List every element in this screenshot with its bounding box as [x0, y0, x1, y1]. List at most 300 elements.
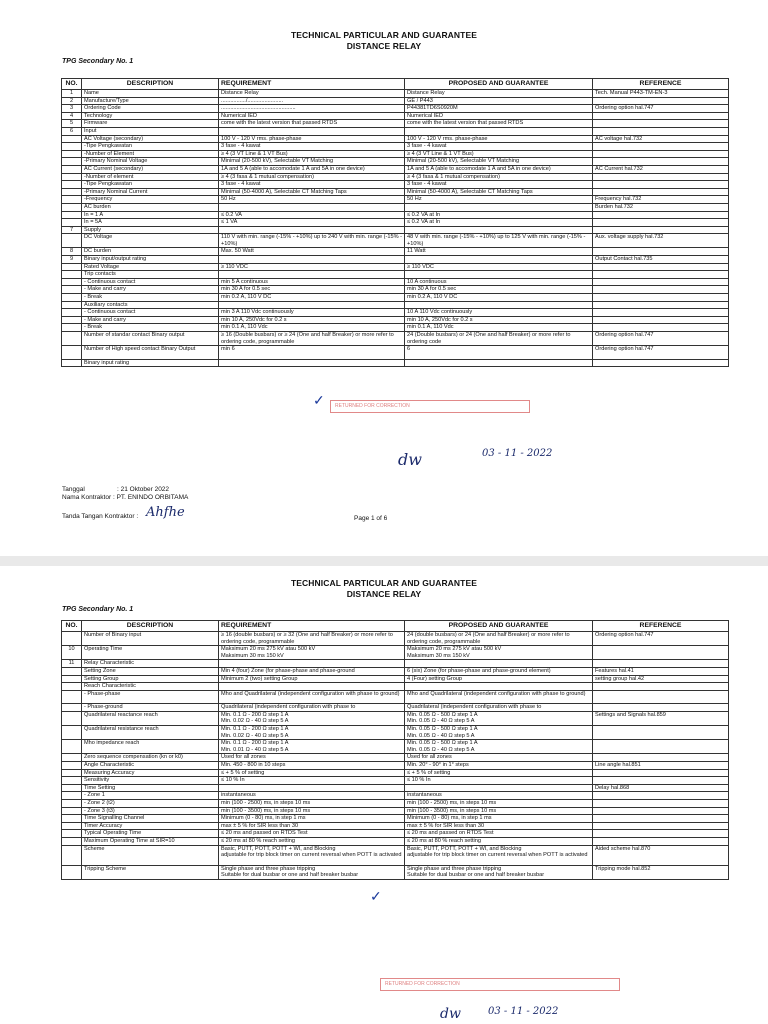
row-requirement: min 30 A for 0.5 sec: [219, 286, 405, 294]
row-reference: Ordering option hal.747: [593, 105, 729, 113]
checkmark-icon: ✓: [370, 888, 382, 904]
row-proposed: [405, 271, 593, 279]
table-row: [62, 784, 729, 792]
table-row: [62, 226, 729, 234]
row-description: Binary input rating: [82, 359, 219, 367]
row-reference: [593, 286, 729, 294]
row-reference: Frequency hal.732: [593, 196, 729, 204]
table-row: [62, 301, 729, 309]
row-number: [62, 188, 82, 196]
row-description: - Phase-phase: [82, 690, 219, 704]
row-requirement: 1A and 5 A (able to accomodate 1 A and 5A in one device): [219, 165, 405, 173]
row-description: Angle Characteristic: [82, 762, 219, 770]
row-description: -Tipe Pengkawatan: [82, 181, 219, 189]
table-row: [62, 150, 729, 158]
row-requirement: Max. 50 Watt: [219, 248, 405, 256]
tpg-subtitle: TPG Secondary No. 1: [62, 606, 134, 613]
row-number: [62, 675, 82, 683]
row-reference: [593, 837, 729, 845]
row-proposed: [405, 660, 593, 668]
row-number: [62, 196, 82, 204]
row-description: -Tipe Pengkawatan: [82, 143, 219, 151]
row-number: [62, 690, 82, 704]
table-row: [62, 158, 729, 166]
row-reference: [593, 754, 729, 762]
row-requirement: ................/.......................: [219, 97, 405, 105]
row-reference: [593, 173, 729, 181]
row-number: [62, 181, 82, 189]
table-row: [62, 667, 729, 675]
row-description: Scheme: [82, 845, 219, 865]
row-number: [62, 203, 82, 211]
row-reference: [593, 226, 729, 234]
row-number: 3: [62, 105, 82, 113]
row-requirement: [219, 683, 405, 691]
table-row: [62, 219, 729, 227]
row-reference: Delay hal.868: [593, 784, 729, 792]
row-description: AC Current (secondary): [82, 165, 219, 173]
row-reference: [593, 815, 729, 823]
row-proposed: [405, 127, 593, 135]
row-number: [62, 769, 82, 777]
table-row: [62, 196, 729, 204]
correction-stamp: RETURNED FOR CORRECTION: [380, 978, 620, 991]
row-number: [62, 837, 82, 845]
row-proposed: Distance Relay: [405, 90, 593, 98]
row-reference: [593, 830, 729, 838]
contractor-signature: Ahfhe: [146, 505, 185, 520]
table-row: [62, 278, 729, 286]
row-reference: Settings and Signals hal.859: [593, 711, 729, 725]
table-row: [62, 632, 729, 646]
row-description: Binary input/output rating: [82, 256, 219, 264]
row-requirement: ................................................: [219, 105, 405, 113]
row-number: [62, 165, 82, 173]
row-proposed: 24 (Double busbars) or 24 (One and half Breaker) or more refer to ordering code: [405, 332, 593, 346]
row-reference: [593, 777, 729, 785]
row-requirement: Min. 0.1 Ω - 200 Ω step 1 A Min. 0.01 Ω - 40 Ω step 5 A: [219, 740, 405, 754]
row-number: 1: [62, 90, 82, 98]
row-description: -Frequency: [82, 196, 219, 204]
row-description: Number of High speed contact Binary Output: [82, 346, 219, 360]
row-reference: [593, 792, 729, 800]
page-title: TECHNICAL PARTICULAR AND GUARANTEE DISTANCE RELAY: [291, 578, 477, 599]
row-proposed: [405, 256, 593, 264]
row-reference: [593, 324, 729, 332]
table-row: [62, 675, 729, 683]
row-requirement: min (100 - 2500) ms, in steps 10 ms: [219, 799, 405, 807]
row-reference: [593, 301, 729, 309]
row-description: Relay Characteristic: [82, 660, 219, 668]
row-reference: [593, 769, 729, 777]
row-description: Ordering Code: [82, 105, 219, 113]
row-reference: [593, 248, 729, 256]
row-requirement: min 0.1 A, 110 Vdc: [219, 324, 405, 332]
row-description: Number of Binary input: [82, 632, 219, 646]
row-description: AC burden: [82, 203, 219, 211]
row-requirement: [219, 660, 405, 668]
row-requirement: [219, 271, 405, 279]
row-number: [62, 263, 82, 271]
row-reference: Output Contact hal.735: [593, 256, 729, 264]
row-number: [62, 316, 82, 324]
row-reference: Ordering option hal.747: [593, 632, 729, 646]
row-requirement: Min. 0.1 Ω - 200 Ω step 1 A Min. 0.02 Ω - 40 Ω step 5 A: [219, 711, 405, 725]
table-row: [62, 203, 729, 211]
row-description: - Zone 1: [82, 792, 219, 800]
row-description: Number of standar contact Binary output: [82, 332, 219, 346]
table-row: [62, 740, 729, 754]
table-row: [62, 762, 729, 770]
row-requirement: [219, 301, 405, 309]
row-requirement: max ± 5 % for SIR less than 30: [219, 822, 405, 830]
table-row: [62, 248, 729, 256]
row-proposed: 50 Hz: [405, 196, 593, 204]
row-number: [62, 158, 82, 166]
row-description: Setting Group: [82, 675, 219, 683]
row-description: - Make and carry: [82, 316, 219, 324]
row-requirement: 110 V with min. range (-15% - +10%) up to 240 V with min. range (-15% - +10%): [219, 234, 405, 248]
page-title: TECHNICAL PARTICULAR AND GUARANTEE DISTANCE RELAY: [291, 30, 477, 51]
table-row: [62, 711, 729, 725]
row-proposed: 24 (double busbars) or 24 (One and half Breaker) or more refer to ordering code, programmable: [405, 632, 593, 646]
row-proposed: Quadrilateral (independent configuration with phase to: [405, 704, 593, 712]
row-description: Time Setting: [82, 784, 219, 792]
row-proposed: Minimal (50-4000 A), Selectable CT Matching Taps: [405, 188, 593, 196]
row-number: [62, 845, 82, 865]
row-reference: AC Current hal.732: [593, 165, 729, 173]
row-description: Maximum Operating Time at SIR=10: [82, 837, 219, 845]
row-number: [62, 150, 82, 158]
table-body: [62, 90, 729, 367]
row-description: -Number of Element: [82, 150, 219, 158]
row-proposed: Numerical IED: [405, 112, 593, 120]
row-reference: Tripping mode hal.852: [593, 865, 729, 879]
table-row: [62, 754, 729, 762]
row-requirement: min 6: [219, 346, 405, 360]
row-reference: setting group hal.42: [593, 675, 729, 683]
table-row: [62, 309, 729, 317]
row-description: Auxiliary contacts: [82, 301, 219, 309]
row-number: [62, 211, 82, 219]
row-number: [62, 777, 82, 785]
table-row: [62, 822, 729, 830]
row-reference: Line angle hal.851: [593, 762, 729, 770]
document-page-2: [0, 566, 768, 1024]
row-requirement: come with the latest version that passed RTDS: [219, 120, 405, 128]
row-requirement: ≥ 16 (Double busbars) or ≥ 24 (One and half Breaker) or more refer to ordering code, programmable: [219, 332, 405, 346]
row-reference: AC voltage hal.732: [593, 135, 729, 143]
row-requirement: Minimum 2 (two) setting Group: [219, 675, 405, 683]
row-requirement: instantaneous: [219, 792, 405, 800]
row-requirement: Quadrilateral (independent configuration with phase to: [219, 704, 405, 712]
row-requirement: ≤ 0.2 VA: [219, 211, 405, 219]
row-requirement: min 3 A 110 Vdc continuously: [219, 309, 405, 317]
row-description: Reach Characteristic: [82, 683, 219, 691]
table-row: [62, 815, 729, 823]
row-proposed: Min. 20° - 90° in 1° steps: [405, 762, 593, 770]
handwritten-date: 03 - 11 - 2022: [488, 1006, 559, 1017]
row-reference: [593, 683, 729, 691]
row-proposed: Used for all zones: [405, 754, 593, 762]
row-reference: [593, 127, 729, 135]
row-proposed: ≥ 4 (3 VT Line & 1 VT Bus): [405, 150, 593, 158]
row-number: [62, 173, 82, 181]
row-number: [62, 865, 82, 879]
row-reference: [593, 807, 729, 815]
row-number: [62, 711, 82, 725]
row-number: [62, 704, 82, 712]
row-number: [62, 332, 82, 346]
row-number: 11: [62, 660, 82, 668]
table-row: [62, 112, 729, 120]
row-requirement: 50 Hz: [219, 196, 405, 204]
row-number: 4: [62, 112, 82, 120]
row-requirement: [219, 784, 405, 792]
row-description: Time Signalling Channel: [82, 815, 219, 823]
row-description: Sensitivity: [82, 777, 219, 785]
table-row: [62, 683, 729, 691]
row-reference: [593, 646, 729, 660]
row-reference: [593, 660, 729, 668]
contractor-field: Nama Kontraktor : PT. ENINDO ORBITAMA: [62, 494, 189, 501]
row-requirement: Maksimum 20 ms 275 kV atau 500 kV Maksimum 30 ms 150 kV: [219, 646, 405, 660]
row-reference: [593, 188, 729, 196]
row-number: 5: [62, 120, 82, 128]
row-requirement: ≤ + 5 % of setting: [219, 769, 405, 777]
row-proposed: [405, 359, 593, 367]
row-proposed: GE / P443: [405, 97, 593, 105]
row-description: - Break: [82, 294, 219, 302]
correction-stamp: RETURNED FOR CORRECTION: [330, 400, 530, 413]
table-row: [62, 332, 729, 346]
table-row: [62, 127, 729, 135]
row-number: [62, 301, 82, 309]
row-proposed: instantaneous: [405, 792, 593, 800]
table-row: [62, 188, 729, 196]
signature-field: Tanda Tangan Kontraktor :: [62, 513, 139, 520]
row-description: Input: [82, 127, 219, 135]
row-description: - Make and carry: [82, 286, 219, 294]
row-requirement: Basic, PUTT, POTT, POTT + WI, and Blocking adjustable for trip block timer on current reversal when POTT is activated: [219, 845, 405, 865]
row-requirement: ≥ 4 (3 VT Line & 1 VT Bus): [219, 150, 405, 158]
row-requirement: ≤ 20 ms and passed on RTDS Test: [219, 830, 405, 838]
row-requirement: min 0.2 A, 110 V DC: [219, 294, 405, 302]
table-row: [62, 777, 729, 785]
row-description: Rated Voltage: [82, 263, 219, 271]
row-requirement: min 10 A, 250Vdc for 0.2 s: [219, 316, 405, 324]
table-row: [62, 837, 729, 845]
row-number: [62, 143, 82, 151]
row-reference: Aux. voltage supply hal.732: [593, 234, 729, 248]
table-row: [62, 792, 729, 800]
spec-table-page-1: [61, 78, 729, 367]
row-proposed: max ± 5 % for SIR less than 30: [405, 822, 593, 830]
table-row: [62, 704, 729, 712]
row-requirement: 100 V - 120 V rms. phase-phase: [219, 135, 405, 143]
row-description: Timer Accuracy: [82, 822, 219, 830]
row-proposed: P44381TD6S0920M: [405, 105, 593, 113]
table-row: [62, 807, 729, 815]
row-requirement: ≥ 110 VDC: [219, 263, 405, 271]
table-row: [62, 286, 729, 294]
row-requirement: Single phase and three phase tripping Suitable for dual busbar or one and half breaker busbar: [219, 865, 405, 879]
row-reference: [593, 316, 729, 324]
table-row: [62, 316, 729, 324]
row-description: -Primary Nominal Voltage: [82, 158, 219, 166]
row-proposed: 6 (six) Zone (for phase-phase and phase-ground element): [405, 667, 593, 675]
row-proposed: [405, 301, 593, 309]
row-description: Quadrilateral reactance reach: [82, 711, 219, 725]
row-reference: Ordering option hal.747: [593, 332, 729, 346]
row-requirement: Minimal (50-4000 A), Selectable CT Matching Taps: [219, 188, 405, 196]
table-row: [62, 646, 729, 660]
row-reference: [593, 112, 729, 120]
row-description: Trip contacts: [82, 271, 219, 279]
date-field: Tanggal : 21 Oktober 2022: [62, 486, 170, 493]
row-proposed: Maksimum 20 ms 275 kV atau 500 kV Maksimum 30 ms 150 kV: [405, 646, 593, 660]
row-number: [62, 271, 82, 279]
row-proposed: min 0.1 A, 110 Vdc: [405, 324, 593, 332]
row-reference: [593, 181, 729, 189]
row-reference: [593, 120, 729, 128]
row-proposed: min 0.2 A, 110 V DC: [405, 294, 593, 302]
row-reference: [593, 158, 729, 166]
row-proposed: min 30 A for 0.5 sec: [405, 286, 593, 294]
row-description: -Number of element: [82, 173, 219, 181]
row-proposed: min (100 - 2500) ms, in steps 10 ms: [405, 799, 593, 807]
row-reference: [593, 219, 729, 227]
handwritten-date: 03 - 11 - 2022: [482, 448, 553, 459]
row-proposed: come with the latest version that passed RTDS: [405, 120, 593, 128]
row-requirement: [219, 127, 405, 135]
row-number: 8: [62, 248, 82, 256]
row-description: - Continuous contact: [82, 309, 219, 317]
row-proposed: ≥ 110 VDC: [405, 263, 593, 271]
row-requirement: [219, 226, 405, 234]
row-proposed: 3 fase - 4 kawat: [405, 143, 593, 151]
reviewer-signature: dw: [440, 1006, 461, 1022]
row-description: Quadrilateral resistance reach: [82, 726, 219, 740]
table-row: [62, 324, 729, 332]
row-requirement: Minimal (20-500 kV), Selectable VT Matching: [219, 158, 405, 166]
row-number: 10: [62, 646, 82, 660]
table-row: [62, 120, 729, 128]
row-description: - Continuous contact: [82, 278, 219, 286]
row-proposed: 1A and 5 A (able to accomodate 1 A and 5A in one device): [405, 165, 593, 173]
row-number: [62, 234, 82, 248]
row-number: [62, 792, 82, 800]
table-body: [62, 632, 729, 880]
row-reference: [593, 740, 729, 754]
row-reference: [593, 97, 729, 105]
row-requirement: Min 4 (four) Zone (for phase-phase and phase-ground: [219, 667, 405, 675]
row-proposed: Basic, PUTT, POTT, POTT + WI, and Blocking adjustable for trip block timer on current reversal when POTT is activated: [405, 845, 593, 865]
row-description: AC Voltage (secondary): [82, 135, 219, 143]
reviewer-signature: dw: [398, 450, 422, 469]
table-header: NO. DESCRIPTION REQUIREMENT PROPOSED AND GUARANTEE REFERENCE: [62, 79, 729, 90]
row-description: Mho impedance reach: [82, 740, 219, 754]
row-number: [62, 683, 82, 691]
page-number: Page 1 of 6: [354, 515, 388, 522]
table-row: [62, 769, 729, 777]
row-requirement: Min. 0.1 Ω - 200 Ω step 1 A Min. 0.02 Ω - 40 Ω step 5 A: [219, 726, 405, 740]
row-number: [62, 324, 82, 332]
row-number: [62, 815, 82, 823]
table-row: [62, 346, 729, 360]
spec-table-page-2: [61, 620, 729, 880]
row-number: [62, 740, 82, 754]
row-number: [62, 667, 82, 675]
row-proposed: [405, 784, 593, 792]
row-description: DC Voltage: [82, 234, 219, 248]
row-reference: [593, 822, 729, 830]
row-description: Name: [82, 90, 219, 98]
table-row: [62, 173, 729, 181]
row-description: - Break: [82, 324, 219, 332]
row-requirement: Used for all zones: [219, 754, 405, 762]
row-proposed: ≤ 20 ms and passed on RTDS Test: [405, 830, 593, 838]
row-proposed: ≤ 0.2 VA at In: [405, 219, 593, 227]
row-number: [62, 346, 82, 360]
checkmark-icon: ✓: [313, 392, 325, 408]
row-description: DC burden: [82, 248, 219, 256]
table-row: [62, 165, 729, 173]
row-description: Firmware: [82, 120, 219, 128]
row-proposed: 48 V with min. range (-15% - +10%) up to 125 V with min. range (-15% - +10%): [405, 234, 593, 248]
table-row: [62, 726, 729, 740]
row-description: Operating Time: [82, 646, 219, 660]
row-reference: [593, 309, 729, 317]
row-proposed: ≤ 0.2 VA at In: [405, 211, 593, 219]
row-number: [62, 762, 82, 770]
row-proposed: Min. 0.05 Ω - 500 Ω step 1 A Min. 0.05 Ω - 40 Ω step 5 A: [405, 711, 593, 725]
row-proposed: min (100 - 3500) ms, in steps 10 ms: [405, 807, 593, 815]
table-header: NO. DESCRIPTION REQUIREMENT PROPOSED AND GUARANTEE REFERENCE: [62, 621, 729, 632]
table-row: [62, 845, 729, 865]
table-row: [62, 799, 729, 807]
row-proposed: [405, 203, 593, 211]
row-requirement: ≤ 20 ms at 80 % reach setting: [219, 837, 405, 845]
row-requirement: ≤ 1 VA: [219, 219, 405, 227]
row-number: [62, 294, 82, 302]
row-reference: Tech. Manual P443-TM-EN-3: [593, 90, 729, 98]
row-description: Measuring Accuracy: [82, 769, 219, 777]
row-description: Supply: [82, 226, 219, 234]
row-reference: [593, 278, 729, 286]
row-number: 2: [62, 97, 82, 105]
row-requirement: ≥ 16 (double busbars) or ≥ 32 (One and half Breaker) or more refer to ordering code, programmable: [219, 632, 405, 646]
row-reference: [593, 704, 729, 712]
row-requirement: 3 fase - 4 kawat: [219, 181, 405, 189]
row-proposed: Single phase and three phase tripping Suitable for dual busbar or one and half breaker busbar: [405, 865, 593, 879]
row-number: [62, 754, 82, 762]
row-requirement: Mho and Quadrilateral (independent configuration with phase to ground): [219, 690, 405, 704]
table-row: [62, 263, 729, 271]
table-row: [62, 865, 729, 879]
table-row: [62, 234, 729, 248]
row-requirement: Min. 450 - 800 in 10 steps: [219, 762, 405, 770]
row-proposed: 3 fase - 4 kawat: [405, 181, 593, 189]
table-row: [62, 181, 729, 189]
row-proposed: [405, 683, 593, 691]
table-row: [62, 271, 729, 279]
row-number: [62, 784, 82, 792]
table-row: [62, 294, 729, 302]
table-row: [62, 97, 729, 105]
row-requirement: [219, 256, 405, 264]
row-reference: [593, 271, 729, 279]
